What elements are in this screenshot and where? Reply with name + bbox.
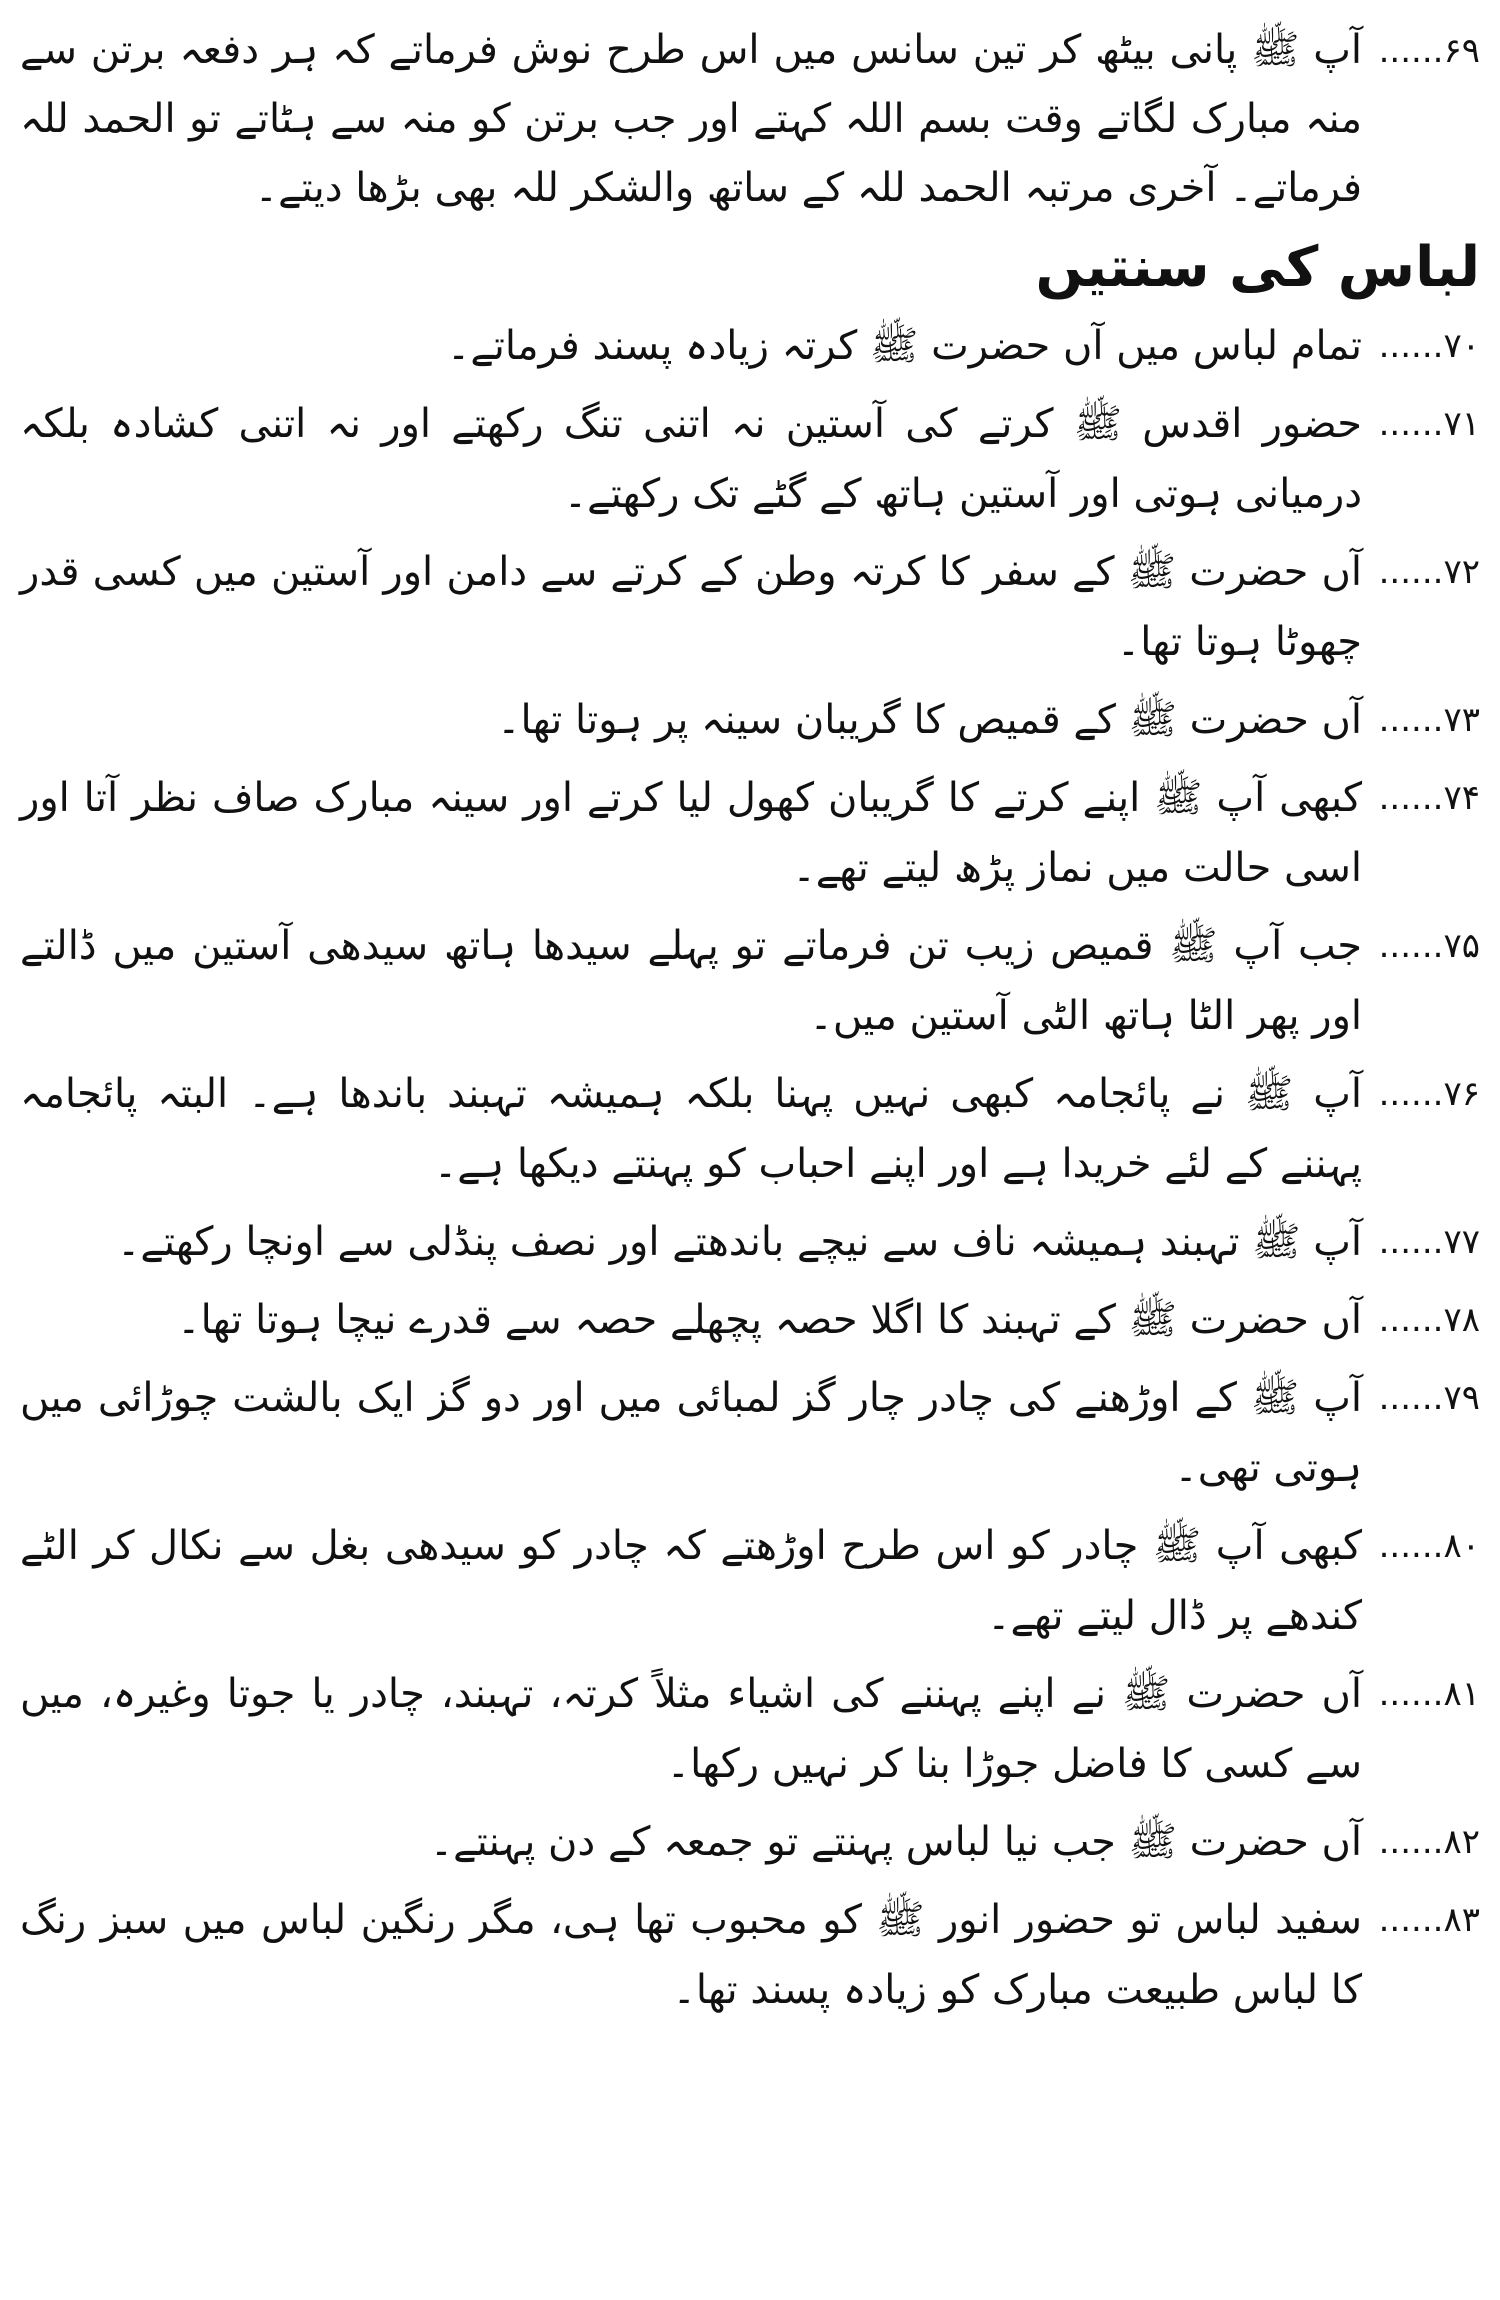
list-item: [20, 911, 1480, 1051]
item-text: جب آپ ﷺ قمیص زیب تن فرماتے تو پہلے سیدھا ہاتھ سیدھی آستین میں ڈالتے اور پھر الٹا ہاتھ الٹی آستین میں۔: [20, 923, 1362, 1039]
list-item: [20, 1807, 1480, 1877]
item-number: ۷۱......: [1378, 404, 1480, 444]
item-text: آں حضرت ﷺ جب نیا لباس پہنتے تو جمعہ کے دن پہنتے۔: [429, 1819, 1362, 1865]
document-page: [20, 16, 1480, 2033]
item-number: ۷۸......: [1378, 1300, 1480, 1340]
item-number: ۷۶......: [1378, 1074, 1480, 1114]
item-text: آپ ﷺ پانی بیٹھ کر تین سانس میں اس طرح نوش فرماتے کہ ہر دفعہ برتن سے منہ مبارک لگاتے وقت بسم اللہ کہتے اور جب برتن کو منہ سے ہٹاتے تو الحمد للہ فرماتے۔ آخری مرتبہ الحمد للہ کے ساتھ والشکر للہ بھی بڑھا دیتے۔: [20, 27, 1362, 211]
item-number: ۸۳......: [1378, 1900, 1480, 1940]
item-number: ۶۹......: [1378, 31, 1480, 71]
list-item: [20, 537, 1480, 677]
list-item: [20, 1885, 1480, 2025]
list-item: [20, 1659, 1480, 1799]
list-item: [20, 1363, 1480, 1503]
item-text: آں حضرت ﷺ کے قمیص کا گریبان سینہ پر ہوتا تھا۔: [497, 697, 1362, 743]
item-text: کبھی آپ ﷺ اپنے کرتے کا گریبان کھول لیا کرتے اور سینہ مبارک صاف نظر آتا اور اسی حالت میں نماز پڑھ لیتے تھے۔: [20, 775, 1362, 891]
item-text: آپ ﷺ نے پائجامہ کبھی نہیں پہنا بلکہ ہمیشہ تہبند باندھا ہے۔ البتہ پائجامہ پہننے کے لئے خریدا ہے اور اپنے احباب کو پہنتے دیکھا ہے۔: [20, 1071, 1362, 1187]
item-number: ۷۴......: [1378, 778, 1480, 818]
item-text: آں حضرت ﷺ کے تہبند کا اگلا حصہ پچھلے حصہ سے قدرے نیچا ہوتا تھا۔: [177, 1297, 1362, 1343]
item-number: ۸۲......: [1378, 1822, 1480, 1862]
list-item: [20, 763, 1480, 903]
item-text: آں حضرت ﷺ نے اپنے پہننے کی اشیاء مثلاً کرتہ، تہبند، چادر یا جوتا وغیرہ، میں سے کسی کا فاضل جوڑا بنا کر نہیں رکھا۔: [20, 1671, 1362, 1787]
item-number: ۸۰......: [1378, 1526, 1480, 1566]
item-text: آپ ﷺ تہبند ہمیشہ ناف سے نیچے باندھتے اور نصف پنڈلی سے اونچا رکھتے۔: [116, 1219, 1362, 1265]
list-item: [20, 311, 1480, 381]
item-number: ۸۱......: [1378, 1674, 1480, 1714]
item-number: ۷۹......: [1378, 1378, 1480, 1418]
item-number: ۷۵......: [1378, 926, 1480, 966]
item-number: ۷۳......: [1378, 700, 1480, 740]
item-text: سفید لباس تو حضور انور ﷺ کو محبوب تھا ہی، مگر رنگین لباس میں سبز رنگ کا لباس طبیعت مبارک کو زیادہ پسند تھا۔: [20, 1897, 1362, 2013]
section-heading: لباس کی سنتیں: [1035, 235, 1480, 300]
list-item: [20, 1285, 1480, 1355]
item-number: ۷۷......: [1378, 1222, 1480, 1262]
list-item: [20, 1207, 1480, 1277]
list-item: [20, 1059, 1480, 1199]
item-text: آں حضرت ﷺ کے سفر کا کرتہ وطن کے کرتے سے دامن اور آستین میں کسی قدر چھوٹا ہوتا تھا۔: [20, 549, 1362, 665]
item-text: تمام لباس میں آں حضرت ﷺ کرتہ زیادہ پسند فرماتے۔: [446, 323, 1362, 369]
item-number: ۷۰......: [1378, 326, 1480, 366]
item-text: آپ ﷺ کے اوڑھنے کی چادر چار گز لمبائی میں اور دو گز ایک بالشت چوڑائی میں ہوتی تھی۔: [20, 1375, 1362, 1491]
list-item: [20, 685, 1480, 755]
list-item: [20, 389, 1480, 529]
item-text: حضور اقدس ﷺ کرتے کی آستین نہ اتنی تنگ رکھتے اور نہ اتنی کشادہ بلکہ درمیانی ہوتی اور آستین ہاتھ کے گٹے تک رکھتے۔: [20, 401, 1362, 517]
list-item: [20, 16, 1480, 223]
list-item: [20, 1511, 1480, 1651]
item-text: کبھی آپ ﷺ چادر کو اس طرح اوڑھتے کہ چادر کو سیدھی بغل سے نکال کر الٹے کندھے پر ڈال لیتے تھے۔: [20, 1523, 1362, 1639]
item-number: ۷۲......: [1378, 552, 1480, 592]
